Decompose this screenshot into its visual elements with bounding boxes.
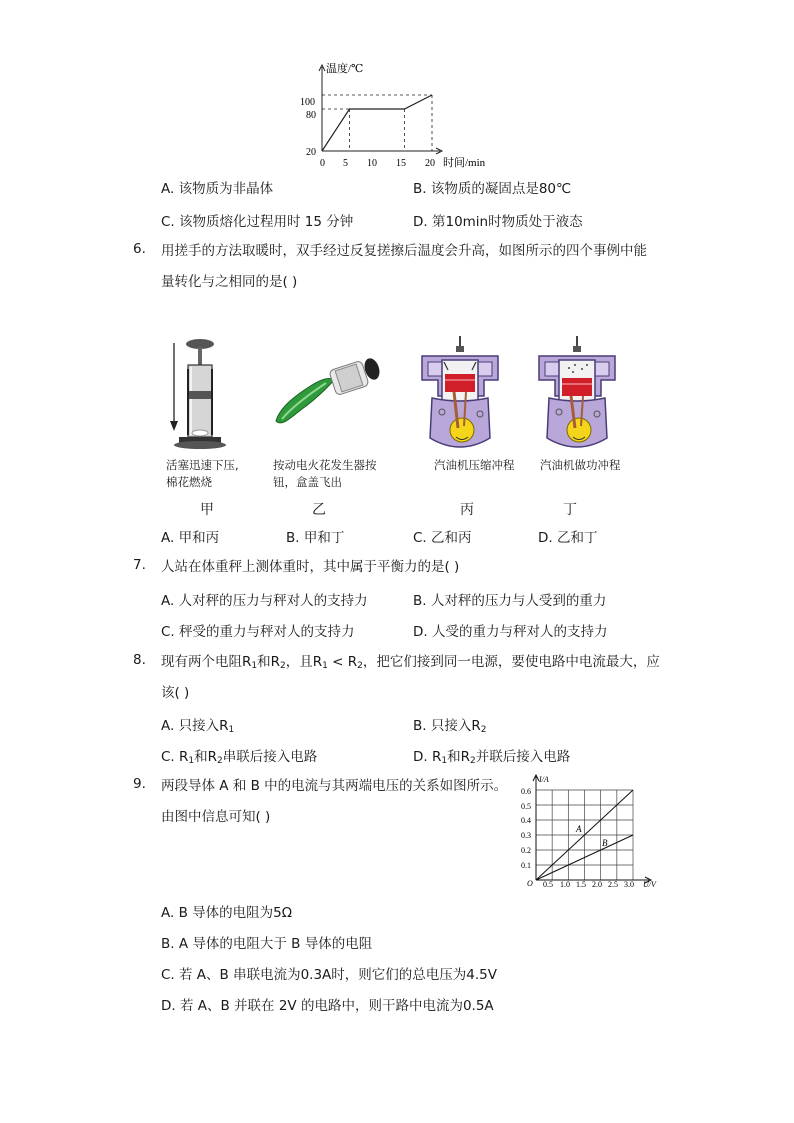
q6-option-a[interactable]: A. 甲和丙 [161, 530, 220, 546]
x-tick-0: 0 [320, 158, 325, 169]
iv-x-label: U/V [643, 880, 656, 889]
iv-y-tick-0.4: 0.4 [521, 816, 531, 825]
label-jia: 甲 [200, 502, 214, 518]
compression-stroke-engine-image [418, 334, 504, 454]
caption-bing: 汽油机压缩冲程 [434, 458, 515, 472]
x-tick-10: 10 [367, 158, 377, 169]
label-yi: 乙 [312, 502, 326, 518]
iv-y-tick-0.2: 0.2 [521, 846, 531, 855]
caption-yi-line2: 钮，盒盖飞出 [273, 475, 342, 489]
iv-x-tick-2.0: 2.0 [592, 880, 602, 889]
caption-jia-line2: 棉花燃烧 [166, 475, 212, 489]
y-tick-20: 20 [306, 147, 316, 158]
graph-y-label: 温度/℃ [326, 63, 364, 75]
x-tick-15: 15 [396, 158, 406, 169]
line-b-label: B [602, 838, 608, 848]
label-bing: 丙 [460, 502, 474, 518]
caption-jia-line1: 活塞迅速下压, [166, 458, 239, 472]
q6-stem-line1: 用搓手的方法取暖时，双手经过反复搓擦后温度会升高，如图所示的四个事例中能 [161, 243, 647, 259]
q6-option-d[interactable]: D. 乙和丁 [538, 530, 598, 546]
iv-y-tick-0.5: 0.5 [521, 802, 531, 811]
iv-x-tick-1.0: 1.0 [560, 880, 570, 889]
x-tick-5: 5 [343, 158, 348, 169]
q8-option-a[interactable]: A. 只接入$R_1$ [161, 718, 235, 735]
q7-number: 7. [133, 557, 146, 573]
q5-option-d[interactable]: D. 第10min时物质处于液态 [413, 214, 583, 230]
q6-stem-line2: 量转化与之相同的是( ) [161, 274, 298, 290]
q6-number: 6. [133, 241, 146, 257]
q9-option-a[interactable]: A. B 导体的电阻为5Ω [161, 905, 293, 921]
y-tick-80: 80 [306, 110, 316, 121]
iv-y-label: I/A [539, 775, 549, 784]
q7-option-d[interactable]: D. 人受的重力与秤对人的支持力 [413, 624, 608, 640]
iv-origin: O [527, 879, 533, 888]
iv-y-tick-0.6: 0.6 [521, 787, 531, 796]
q8-option-b[interactable]: B. 只接入$R_2$ [413, 718, 487, 735]
q5-option-a[interactable]: A. 该物质为非晶体 [161, 181, 274, 197]
q6-option-b[interactable]: B. 甲和丁 [286, 530, 345, 546]
q8-option-d[interactable]: D. $R_1$和$R_2$并联后接入电路 [413, 749, 571, 766]
current-voltage-graph [512, 772, 664, 890]
q7-option-a[interactable]: A. 人对秤的压力与秤对人的支持力 [161, 593, 368, 609]
iv-x-tick-3.0: 3.0 [624, 880, 634, 889]
q5-option-b[interactable]: B. 该物质的凝固点是80℃ [413, 181, 572, 197]
q9-number: 9. [133, 776, 146, 792]
graph-x-label: 时间/min [443, 157, 486, 169]
power-stroke-engine-image [535, 334, 621, 454]
q8-number: 8. [133, 652, 146, 668]
q8-stem-line1: 现有两个电阻$R_1$和$R_2$，且$R_1 < R_2$，把它们接到同一电源，要使电路中电流最大，应 [161, 654, 660, 671]
caption-ding: 汽油机做功冲程 [540, 458, 621, 472]
q9-option-b[interactable]: B. A 导体的电阻大于 B 导体的电阻 [161, 936, 373, 952]
q9-option-d[interactable]: D. 若 A、B 并联在 2V 的电路中，则干路中电流为0.5A [161, 998, 494, 1014]
q7-option-b[interactable]: B. 人对秤的压力与人受到的重力 [413, 593, 607, 609]
y-tick-100: 100 [300, 97, 315, 108]
iv-x-tick-0.5: 0.5 [543, 880, 553, 889]
temperature-curve [322, 95, 432, 151]
iv-x-tick-1.5: 1.5 [576, 880, 586, 889]
q6-option-c[interactable]: C. 乙和丙 [413, 530, 472, 546]
temperature-time-graph [290, 55, 520, 175]
line-a-label: A [576, 824, 582, 834]
x-tick-20: 20 [425, 158, 435, 169]
q9-option-c[interactable]: C. 若 A、B 串联电流为0.3A时，则它们的总电压为4.5V [161, 967, 497, 983]
iv-x-tick-2.5: 2.5 [608, 880, 618, 889]
air-compression-piston-image [165, 335, 230, 453]
q8-stem-line2: 该( ) [161, 685, 190, 701]
iv-y-tick-0.3: 0.3 [521, 831, 531, 840]
q8-option-c[interactable]: C. $R_1$和$R_2$串联后接入电路 [161, 749, 318, 766]
q9-stem-line1: 两段导体 A 和 B 中的电流与其两端电压的关系如图所示。 [161, 778, 508, 794]
q7-option-c[interactable]: C. 秤受的重力与秤对人的支持力 [161, 624, 355, 640]
q5-option-c[interactable]: C. 该物质熔化过程用时 15 分钟 [161, 214, 354, 230]
q7-stem: 人站在体重秤上测体重时，其中属于平衡力的是( ) [161, 559, 460, 575]
label-ding: 丁 [563, 502, 577, 518]
iv-y-tick-0.1: 0.1 [521, 861, 531, 870]
spark-generator-image [268, 355, 386, 433]
caption-yi-line1: 按动电火花发生器按 [273, 458, 377, 472]
q9-stem-line2: 由图中信息可知( ) [161, 809, 271, 825]
